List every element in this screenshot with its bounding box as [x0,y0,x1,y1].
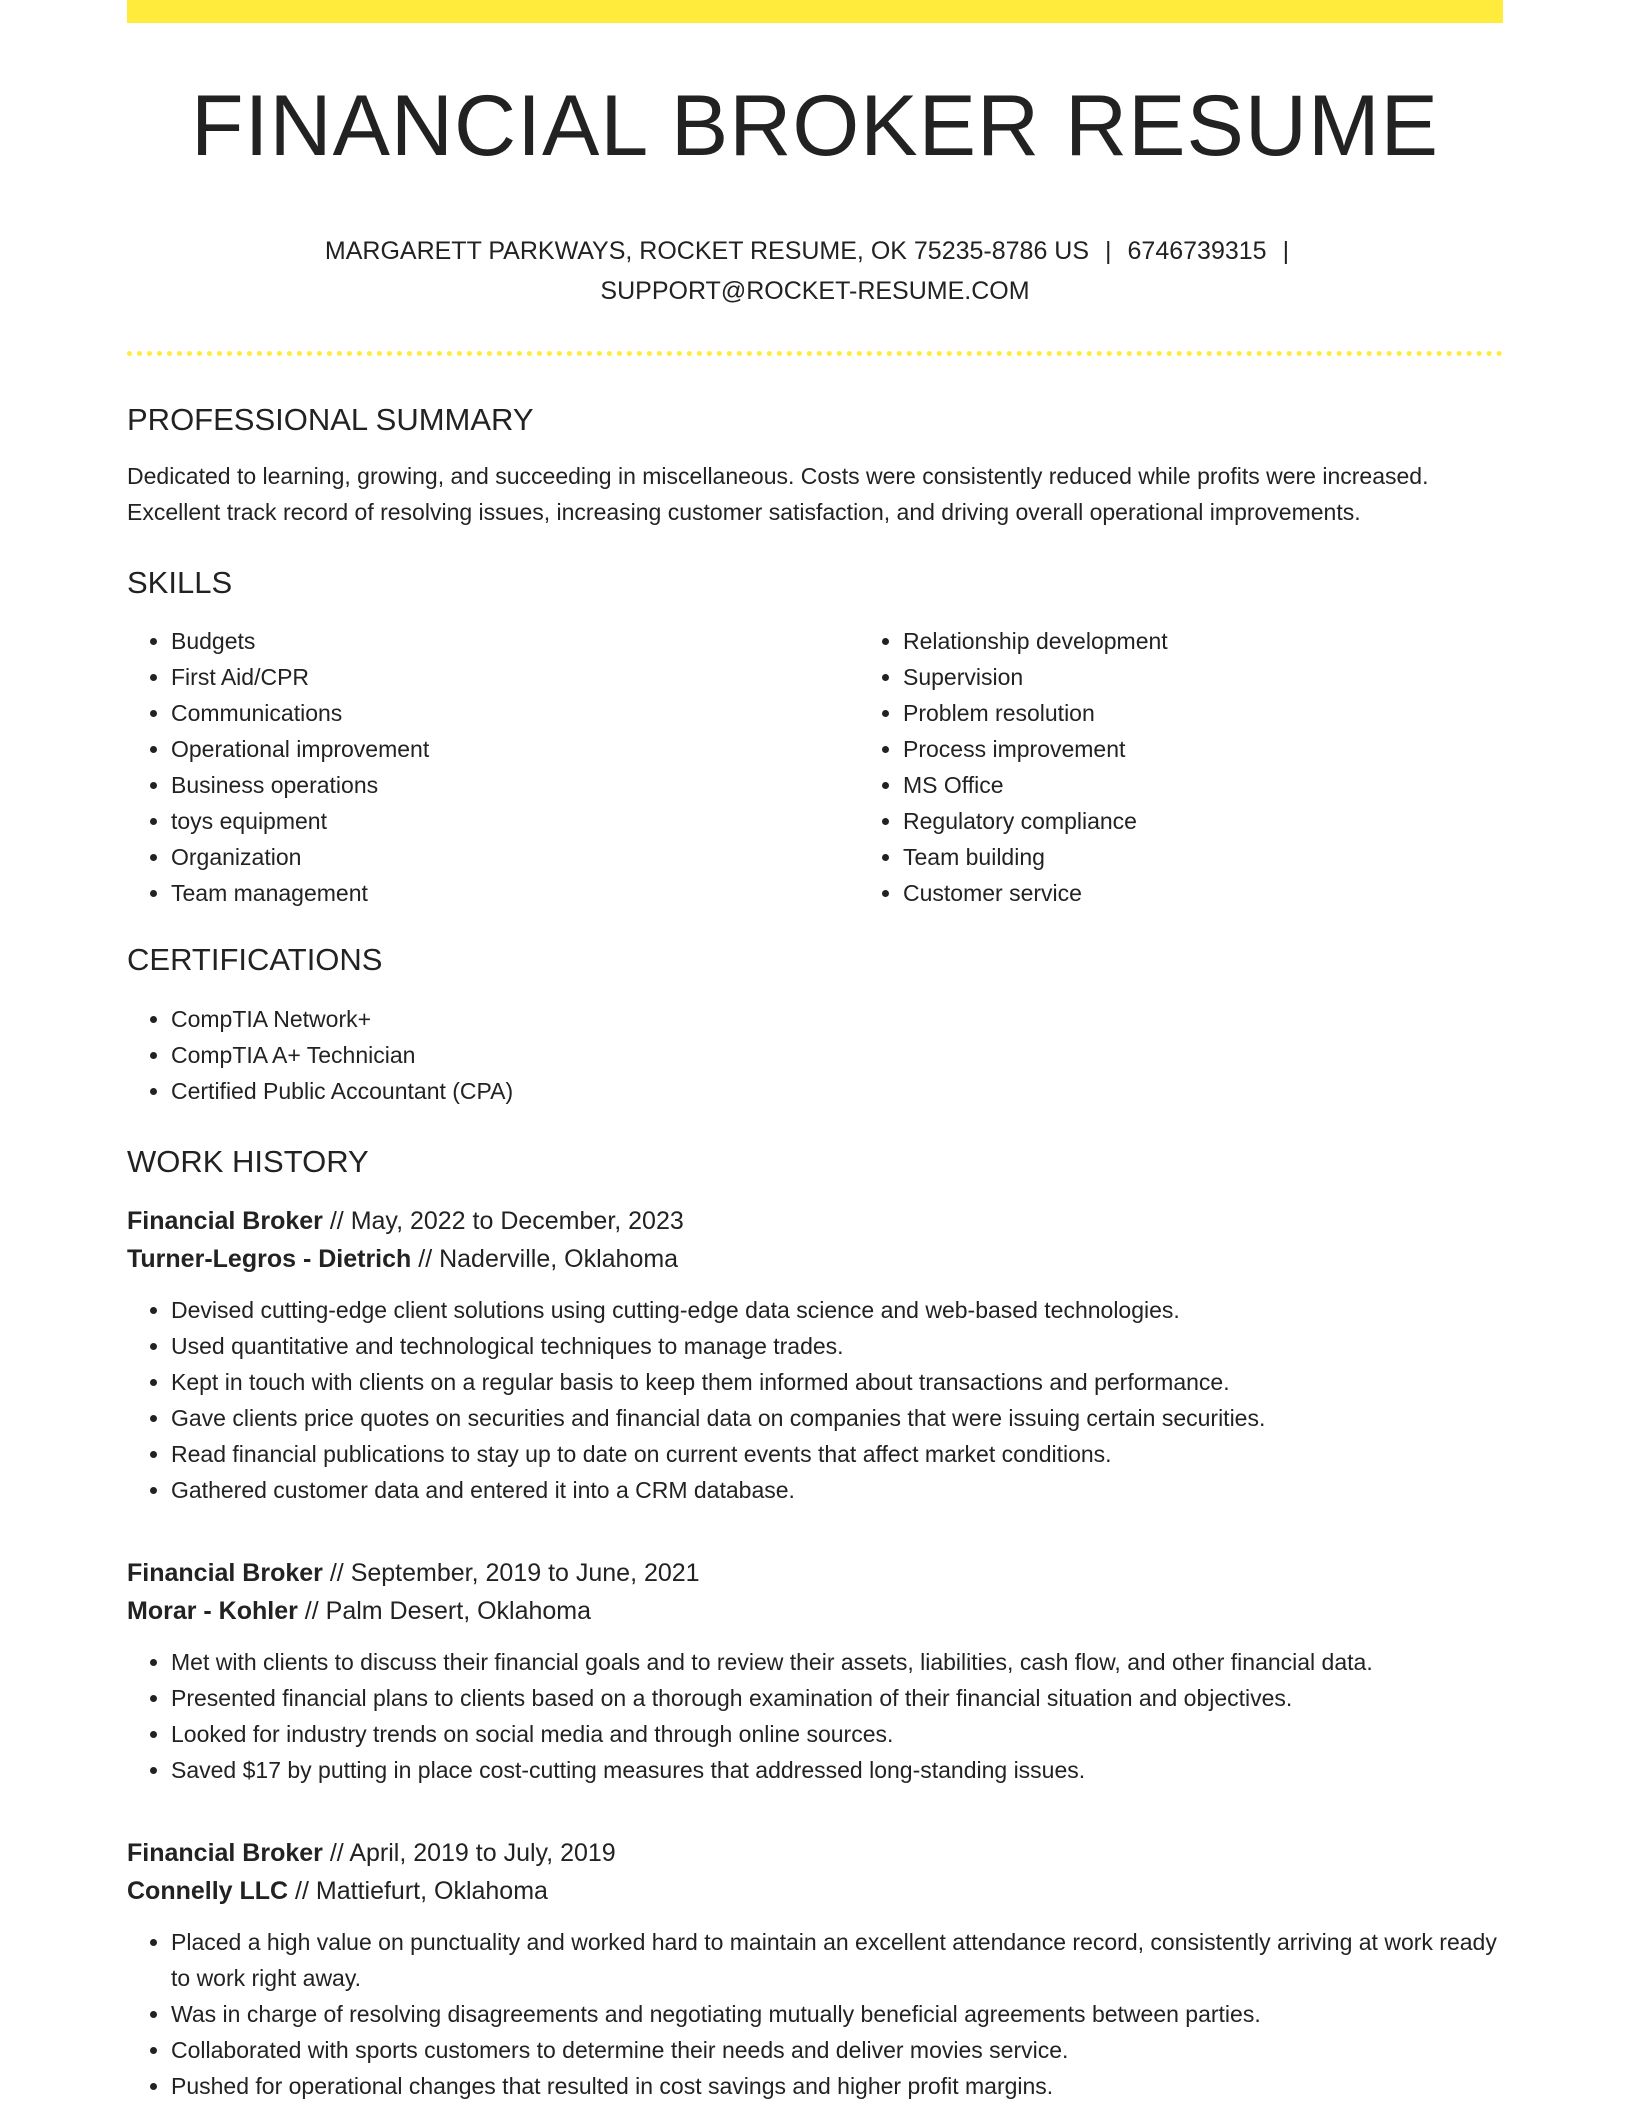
job-location: Naderville, Oklahoma [439,1244,679,1273]
job-bullets [127,1924,1503,2104]
contact-email: SUPPORT@ROCKET-RESUME.COM [600,277,1030,305]
job-title-line [127,1554,1503,1592]
list-item: • Met with clients to discuss their financial goals and to review their assets, liabilities, cash flow, and other financial data. [171,1644,1503,1680]
job-separator: // [288,1876,316,1905]
list-item: • Certified Public Accountant (CPA) [171,1073,1503,1109]
resume-title: FINANCIAL BROKER RESUME [191,78,1439,174]
header-divider [127,351,1503,356]
list-item: • Business operations [171,767,859,803]
list-item: • Saved $17 by putting in place cost-cutting measures that addressed long-standing issues. [171,1752,1503,1788]
list-item: • Team management [171,875,859,911]
job-entry [127,1834,1503,2104]
list-item: • Used quantitative and technological techniques to manage trades. [171,1328,1503,1364]
job-separator: // [322,1558,351,1587]
accent-top-bar [127,0,1503,23]
skills-heading: SKILLS [127,565,233,601]
list-item: • Problem resolution [903,695,1591,731]
contact-address: MARGARETT PARKWAYS, ROCKET RESUME, OK 75235-8786 US [324,237,1090,265]
skills-list-right [859,623,1591,911]
list-item: • Collaborated with sports customers to determine their needs and deliver movies service. [171,2032,1503,2068]
job-company-line [127,1592,1503,1630]
list-item: • Budgets [171,623,859,659]
contact-phone: 6746739315 [1127,237,1267,265]
job-dates: April, 2019 to July, 2019 [349,1838,616,1867]
resume-page [127,0,1503,2104]
job-entry [127,1202,1503,1508]
skills-list-left [127,623,859,911]
job-bullets [127,1644,1503,1788]
work-history-list [127,1202,1503,2104]
job-title: Financial Broker [127,1558,323,1587]
job-company-line [127,1872,1503,1910]
list-item: • Placed a high value on punctuality and worked hard to maintain an excellent attendance record, consistently arriving at work ready to work right away. [171,1924,1503,1996]
job-separator: // [411,1244,440,1273]
job-company: Connelly LLC [127,1876,289,1905]
job-company-line [127,1240,1503,1278]
certifications-heading: CERTIFICATIONS [127,942,383,978]
skills-columns [127,623,1503,911]
list-item: • Kept in touch with clients on a regular basis to keep them informed about transactions and performance. [171,1364,1503,1400]
contact-info [127,231,1503,311]
job-dates: September, 2019 to June, 2021 [350,1558,700,1587]
list-item: • Organization [171,839,859,875]
list-item: • Read financial publications to stay up to date on current events that affect market conditions. [171,1436,1503,1472]
list-item: • Gave clients price quotes on securities and financial data on companies that were issuing certain securities. [171,1400,1503,1436]
job-location: Palm Desert, Oklahoma [325,1596,592,1625]
job-location: Mattiefurt, Oklahoma [315,1876,548,1905]
list-item: • Communications [171,695,859,731]
list-item: • Operational improvement [171,731,859,767]
list-item: • Relationship development [903,623,1591,659]
job-company: Morar - Kohler [127,1596,298,1625]
list-item: • Presented financial plans to clients based on a thorough examination of their financial situation and objectives. [171,1680,1503,1716]
summary-heading: PROFESSIONAL SUMMARY [127,402,534,437]
list-item: • Team building [903,839,1591,875]
list-item: • Supervision [903,659,1591,695]
certifications-list [127,1001,1503,1109]
job-separator: // [322,1206,351,1235]
job-title: Financial Broker [127,1206,323,1235]
list-item: • toys equipment [171,803,859,839]
job-separator: // [322,1838,350,1867]
list-item: • Gathered customer data and entered it into a CRM database. [171,1472,1503,1508]
list-item: • Customer service [903,875,1591,911]
job-title: Financial Broker [127,1838,323,1867]
contact-separator: | [1282,237,1290,265]
job-company: Turner-Legros - Dietrich [127,1244,412,1273]
job-dates: May, 2022 to December, 2023 [350,1206,684,1235]
contact-separator: | [1105,237,1112,265]
summary-text: Dedicated to learning, growing, and succeeding in miscellaneous. Costs were consistently reduced while profits were increased. Excellent track record of resolving issues, increasing customer satisfaction, and driving overall operational improvements. [127,463,1429,526]
list-item: • Process improvement [903,731,1591,767]
list-item: • CompTIA Network+ [171,1001,1503,1037]
list-item: • First Aid/CPR [171,659,859,695]
job-title-line [127,1202,1503,1240]
work-history-heading: WORK HISTORY [127,1143,369,1179]
list-item: • Was in charge of resolving disagreements and negotiating mutually beneficial agreements between parties. [171,1996,1503,2032]
job-bullets [127,1292,1503,1508]
job-entry [127,1554,1503,1788]
job-title-line [127,1834,1503,1872]
list-item: • Looked for industry trends on social media and through online sources. [171,1716,1503,1752]
list-item: • CompTIA A+ Technician [171,1037,1503,1073]
job-separator: // [297,1596,326,1625]
list-item: • Devised cutting-edge client solutions using cutting-edge data science and web-based technologies. [171,1292,1503,1328]
list-item: • MS Office [903,767,1591,803]
list-item: • Regulatory compliance [903,803,1591,839]
list-item: • Pushed for operational changes that resulted in cost savings and higher profit margins. [171,2068,1503,2104]
